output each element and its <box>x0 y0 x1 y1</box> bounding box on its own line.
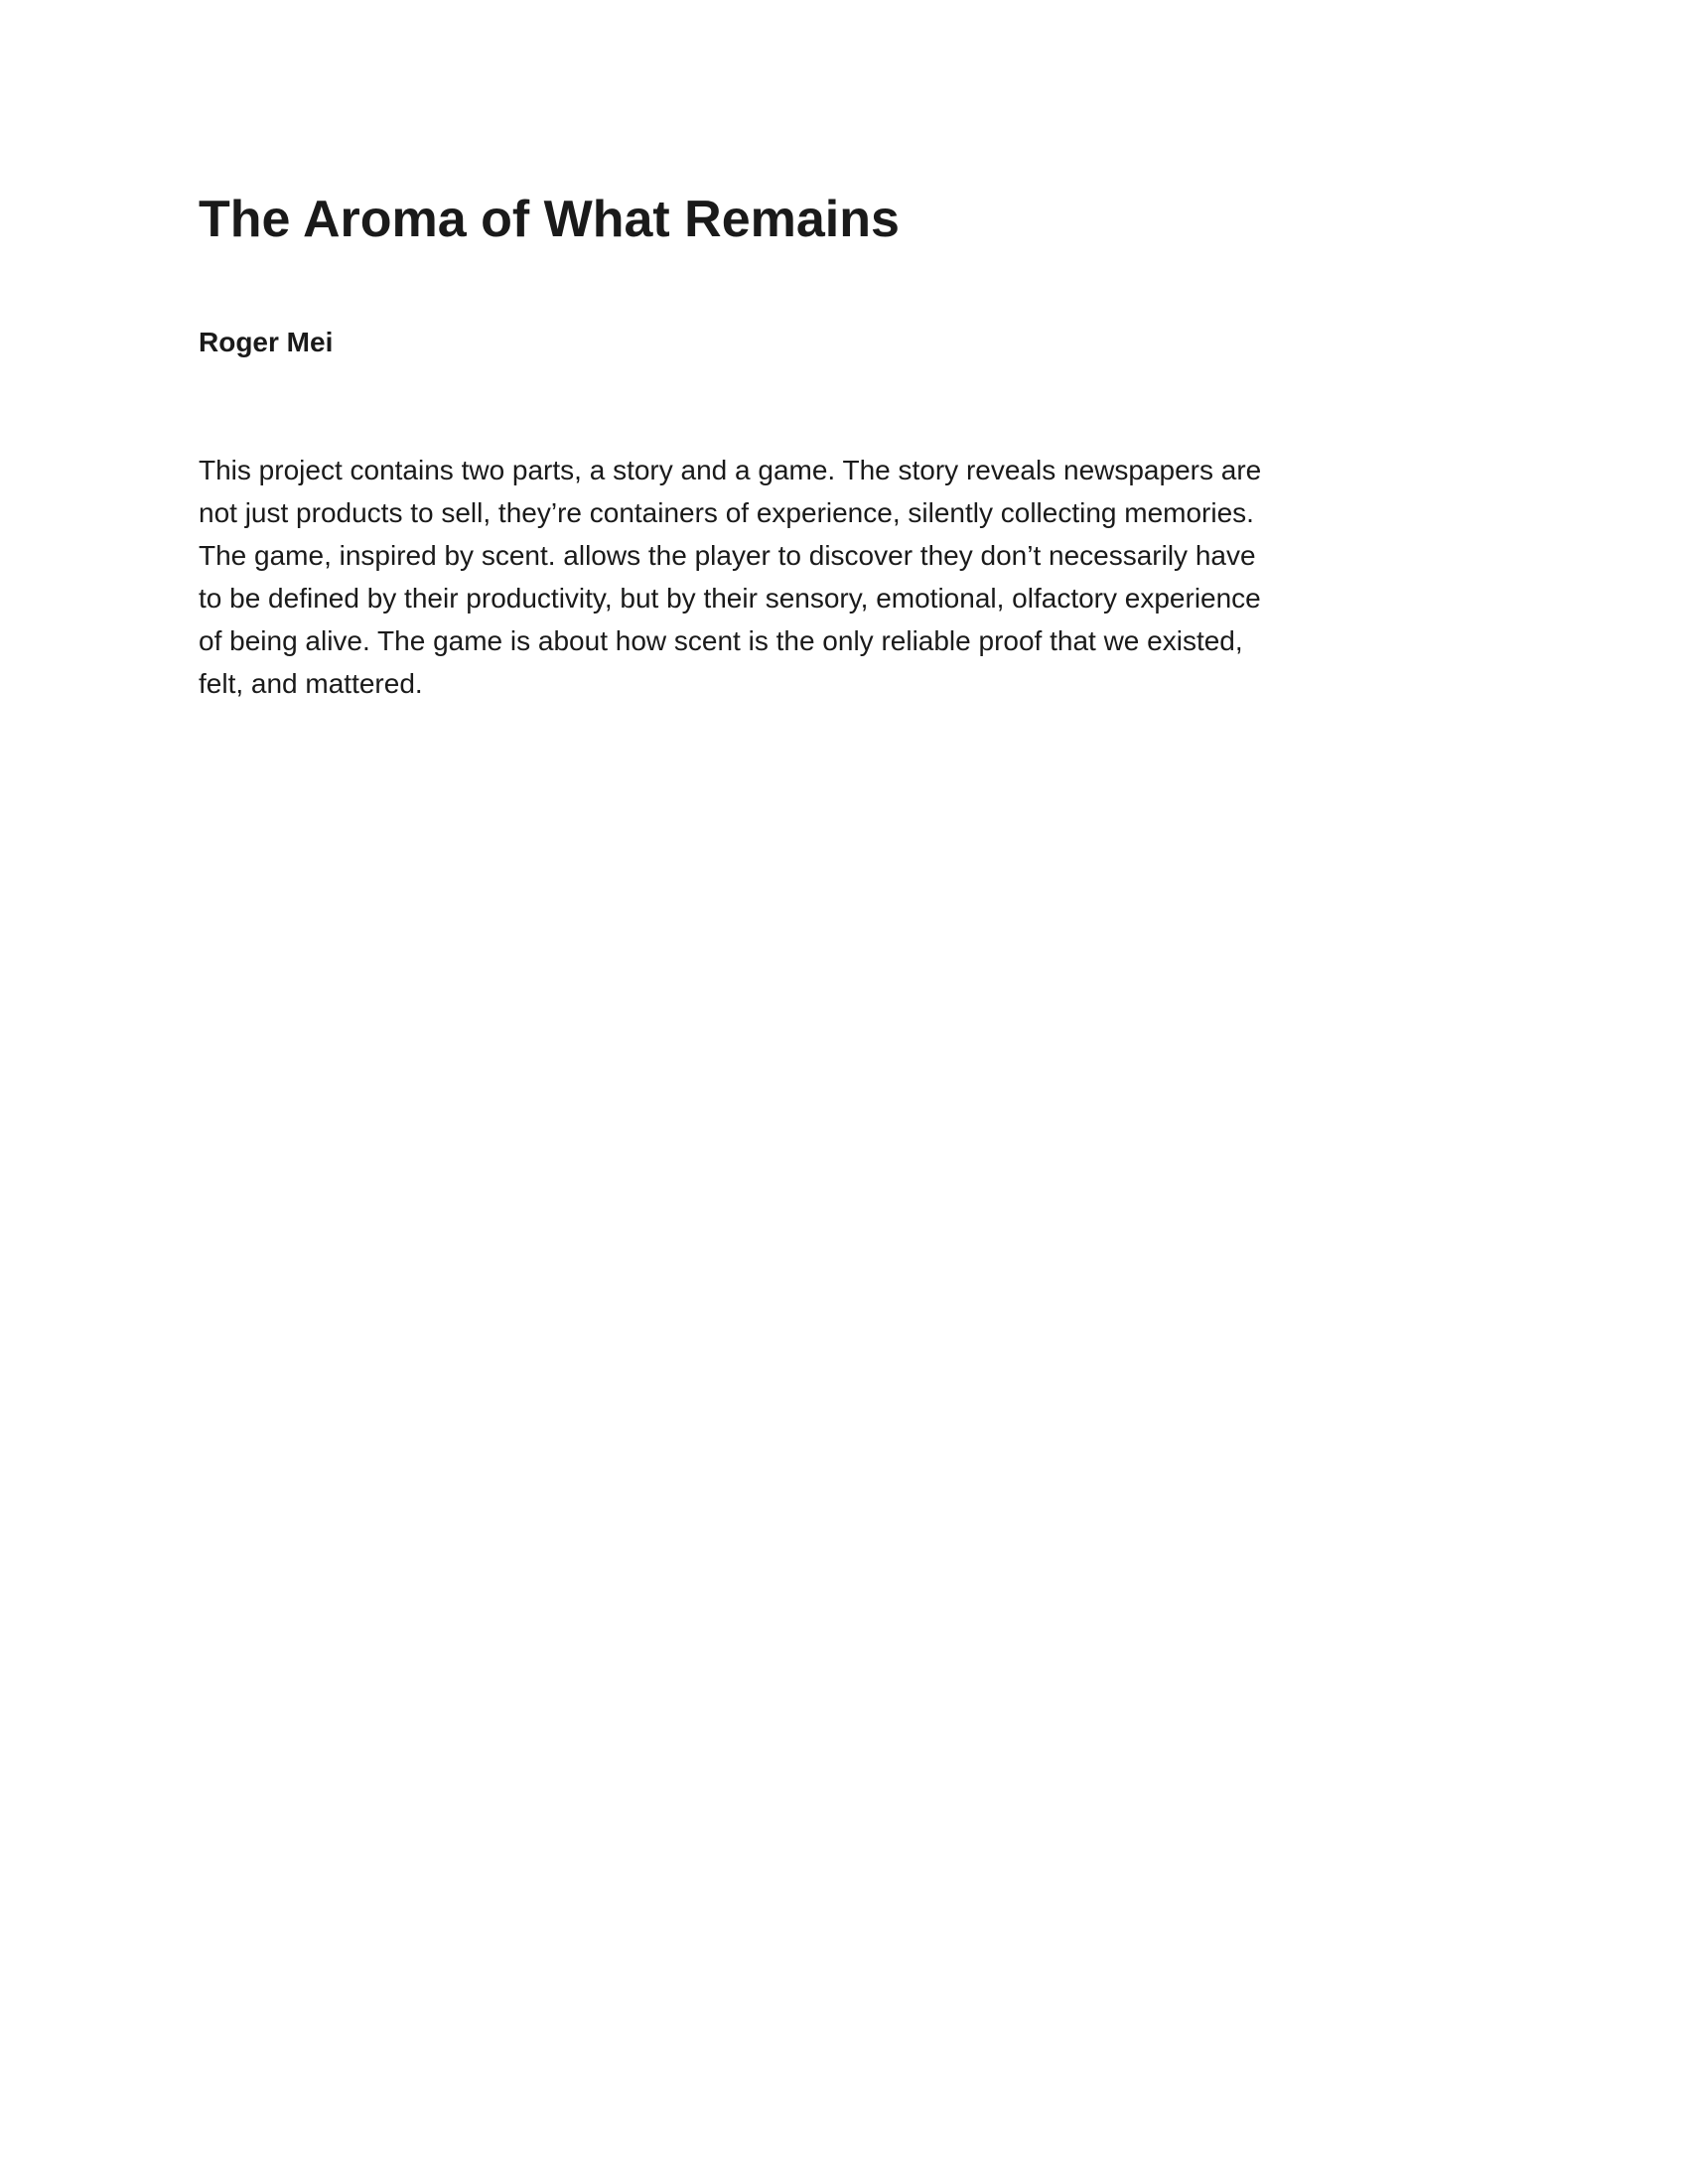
paragraph-line: The game, inspired by scent. allows the player to discover they don’t necessarily have <box>199 540 1256 571</box>
paragraph-line: to be defined by their productivity, but by their sensory, emotional, olfactory experience <box>199 583 1261 614</box>
paragraph-line: This project contains two parts, a story and a game. The story reveals newspapers are <box>199 455 1262 485</box>
document-title: The Aroma of What Remains <box>199 191 900 248</box>
paragraph-line: of being alive. The game is about how scent is the only reliable proof that we existed, <box>199 625 1243 656</box>
body-paragraph <box>199 449 1509 705</box>
author-name: Roger Mei <box>199 327 334 357</box>
paragraph-line: not just products to sell, they’re containers of experience, silently collecting memories. <box>199 497 1254 528</box>
paragraph-line: felt, and mattered. <box>199 668 423 699</box>
